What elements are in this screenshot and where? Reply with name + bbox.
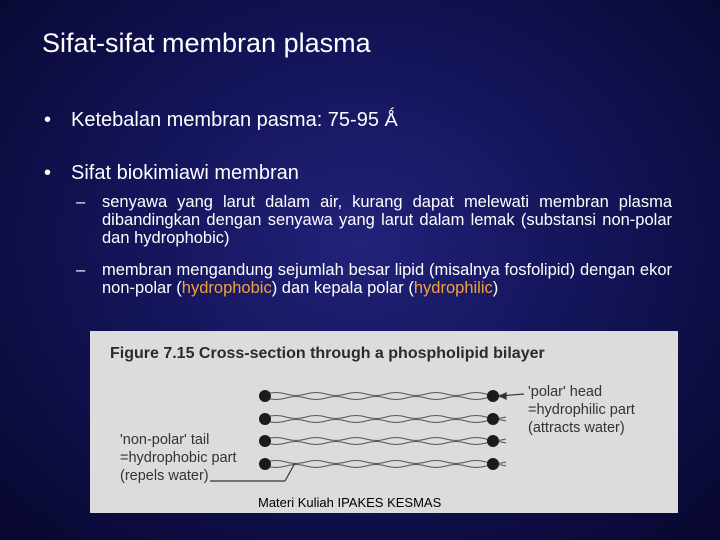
subbullet-dash: –	[76, 261, 86, 279]
label-line: (repels water)	[120, 468, 209, 484]
lipid-tail	[266, 416, 506, 419]
lipid-tail	[266, 465, 506, 468]
label-line: (attracts water)	[528, 420, 625, 436]
lipid-tail	[266, 438, 506, 441]
lipid-tail	[266, 397, 506, 400]
bullet-thickness	[44, 109, 398, 132]
bilayer-figure	[90, 331, 678, 513]
text-segment: )	[492, 279, 499, 297]
lipid-tail	[266, 461, 506, 464]
text-segment: ) dan kepala polar (	[271, 279, 414, 297]
bullet-text: Ketebalan membran pasma: 75-95 Ǻ	[71, 109, 398, 131]
polar-head-right	[487, 413, 499, 425]
label-line: =hydrophilic part	[528, 402, 635, 418]
label-line: =hydrophobic part	[120, 450, 237, 466]
polar-head-left	[259, 458, 271, 470]
lipid-tail	[266, 393, 506, 396]
lipid-tail	[266, 420, 506, 423]
bullet-dot: •	[44, 162, 52, 184]
nonpolar-tail-label	[120, 431, 236, 485]
highlight-hydrophilic: hydrophilic	[413, 279, 493, 297]
polar-head-label	[528, 383, 635, 437]
polar-head-left	[259, 390, 271, 402]
polar-head-right	[487, 458, 499, 470]
pointer-polar-arrow	[500, 393, 506, 399]
subbullet-dash: –	[76, 193, 86, 211]
bullet-text: Sifat biokimiawi membran	[71, 162, 299, 184]
bullet-biochemical	[44, 162, 299, 185]
footer-text: Materi Kuliah IPAKES KESMAS	[258, 495, 442, 510]
subbullet-text: senyawa yang larut dalam air, kurang dapat melewati membran plasma dibandingkan dengan senyawa yang larut dalam lemak (substansi non-polar dan hydrophobic)	[102, 193, 672, 247]
figure-caption: Figure 7.15 Cross-section through a phospholipid bilayer	[110, 345, 545, 362]
highlight-hydrophobic: hydrophobic	[181, 279, 272, 297]
polar-head-left	[259, 413, 271, 425]
polar-head-right	[487, 435, 499, 447]
bullet-dot: •	[44, 109, 52, 131]
subbullet-text	[102, 261, 672, 297]
label-line: 'polar' head	[528, 384, 603, 400]
label-line: 'non-polar' tail	[120, 432, 210, 448]
polar-head-right	[487, 390, 499, 402]
lipid-tail	[266, 442, 506, 445]
slide-title: Sifat-sifat membran plasma	[42, 28, 371, 58]
polar-head-left	[259, 435, 271, 447]
text-segment: membran mengandung sejumlah besar lipid (misalnya fosfolipid) dengan ekor non-polar (	[102, 261, 672, 297]
